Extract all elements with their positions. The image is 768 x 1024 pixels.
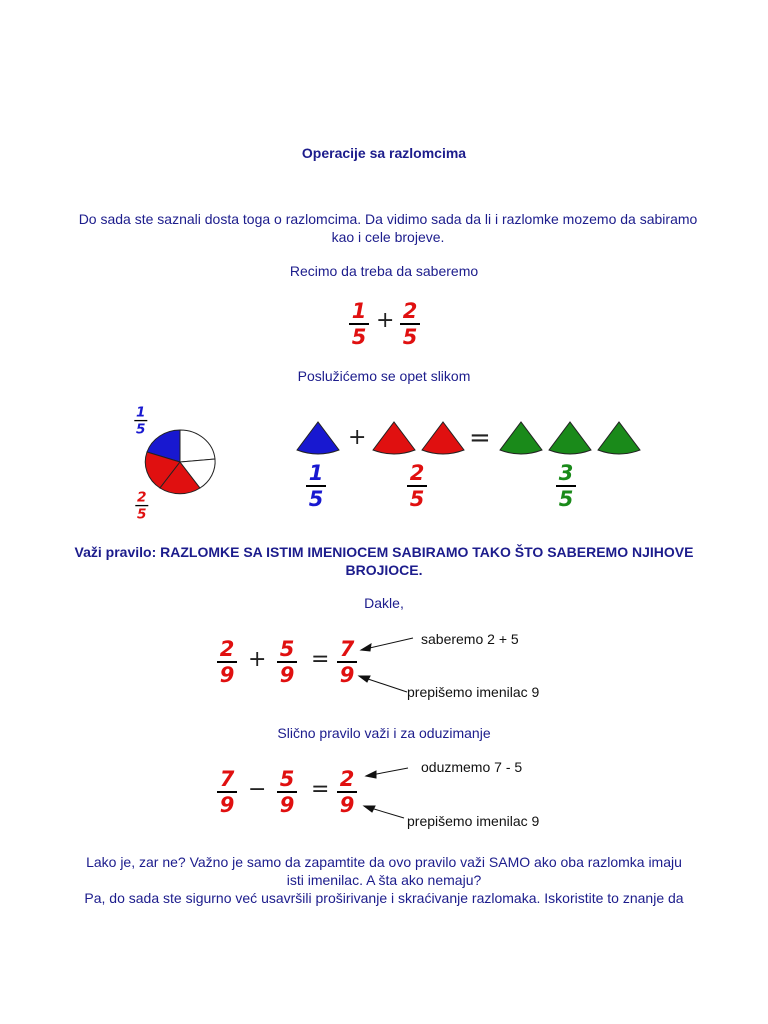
addition-note-top: saberemo 2 + 5 bbox=[421, 631, 519, 647]
addition-equals-sign: = bbox=[311, 647, 330, 672]
subtraction-fraction-a: 7 9 bbox=[215, 768, 239, 816]
pie-diagram bbox=[140, 425, 220, 495]
red-slice-2 bbox=[422, 422, 464, 454]
pie-label-one-fifth: 1 5 bbox=[136, 404, 146, 437]
picture-equals-sign: = bbox=[469, 423, 491, 453]
closing-line-2: isti imenilac. A šta ako nemaju? bbox=[286, 872, 482, 888]
picture-plus-sign: + bbox=[348, 425, 367, 450]
closing-paragraph bbox=[0, 853, 768, 907]
intro-paragraph: Do sada ste saznali dosta toga o razlomcima. Da vidimo sada da li i razlomke mozemo da sabiramo kao i cele brojeve. bbox=[78, 211, 698, 245]
dakle-text: Dakle, bbox=[364, 595, 404, 611]
subtraction-minus-sign: − bbox=[248, 777, 267, 802]
green-slice-2 bbox=[549, 422, 591, 454]
recimo-text: Recimo da treba da saberemo bbox=[289, 263, 479, 279]
closing-line-3: Pa, do sada ste sigurno već usavršili proširivanje i skraćivanje razlomaka. Iskoristite to znanje da bbox=[84, 890, 684, 906]
addition-note-bottom: prepišemo imenilac 9 bbox=[407, 684, 540, 700]
addition-fraction-a: 2 9 bbox=[215, 638, 239, 686]
addition-result-fraction: 7 9 bbox=[335, 638, 359, 686]
pie-label-two-fifths: 2 5 bbox=[137, 489, 147, 522]
subtraction-result-fraction: 2 9 bbox=[335, 768, 359, 816]
subtraction-equals-sign: = bbox=[311, 777, 330, 802]
green-fraction-label: 3 5 bbox=[554, 462, 578, 510]
plus-sign: + bbox=[376, 308, 395, 333]
green-slice-3 bbox=[598, 422, 640, 454]
fraction-one-fifth: 1 5 bbox=[347, 300, 371, 348]
subtraction-note-bottom: prepišemo imenilac 9 bbox=[407, 813, 540, 829]
red-fraction-label: 2 5 bbox=[405, 462, 429, 510]
green-slice-1 bbox=[500, 422, 542, 454]
addition-fraction-b: 5 9 bbox=[275, 638, 299, 686]
addition-plus-sign: + bbox=[248, 647, 267, 672]
page-title: Operacije sa razlomcima bbox=[301, 145, 467, 161]
blue-fraction-label: 1 5 bbox=[304, 462, 328, 510]
subtraction-note-top: oduzmemo 7 - 5 bbox=[421, 759, 523, 775]
blue-slice bbox=[297, 422, 339, 454]
slicno-text: Slično pravilo važi i za oduzimanje bbox=[277, 725, 491, 741]
posluzicemo-text: Poslužićemo se opet slikom bbox=[297, 368, 471, 384]
rule-text: Važi pravilo: RAZLOMKE SA ISTIM IMENIOCEM SABIRAMO TAKO ŠTO SABEREMO NJIHOVE BROJIOCE. bbox=[74, 544, 694, 578]
red-slice-1 bbox=[373, 422, 415, 454]
closing-line-1: Lako je, zar ne? Važno je samo da zapamtite da ovo pravilo važi SAMO ako oba razlomka imaju bbox=[86, 854, 682, 870]
subtraction-fraction-b: 5 9 bbox=[275, 768, 299, 816]
fraction-two-fifths: 2 5 bbox=[398, 300, 422, 348]
